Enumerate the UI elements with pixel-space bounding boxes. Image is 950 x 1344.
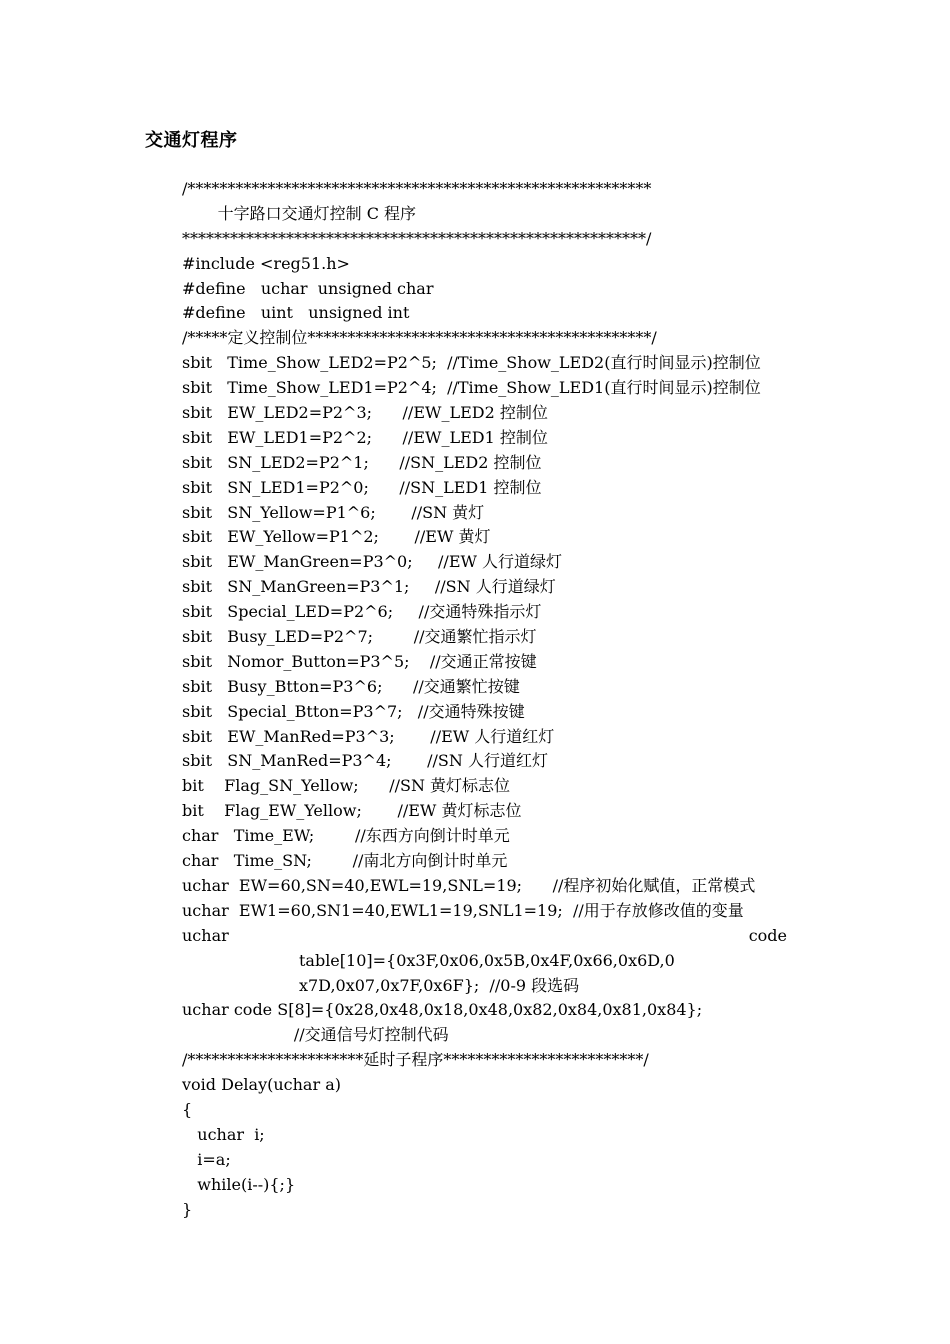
code-line: sbit Special_LED=P2^6; //交通特殊指示灯 [182, 602, 542, 622]
code-line: char Time_SN; //南北方向倒计时单元 [182, 851, 508, 871]
code-line: sbit EW_ManRed=P3^3; //EW 人行道红灯 [182, 726, 555, 746]
code-line: sbit EW_LED1=P2^2; //EW_LED1 控制位 [182, 427, 548, 447]
code-line: /**********************延时子程序*************************/ [182, 1050, 649, 1070]
code-line: #define uint unsigned int [182, 303, 410, 323]
code-line: sbit SN_ManRed=P3^4; //SN 人行道红灯 [182, 751, 548, 771]
code-line: table[10]={0x3F,0x06,0x5B,0x4F,0x66,0x6D,0 [182, 950, 675, 970]
code-line: **********************************************************/ [182, 228, 652, 248]
code-line: i=a; [182, 1149, 231, 1169]
code-line: bit Flag_SN_Yellow; //SN 黄灯标志位 [182, 776, 511, 796]
code-block [182, 177, 812, 1222]
code-line: uchar i; [182, 1124, 265, 1144]
table-code-word: code [748, 925, 787, 945]
code-line: sbit SN_LED1=P2^0; //SN_LED1 控制位 [182, 477, 542, 497]
code-line: sbit Time_Show_LED1=P2^4; //Time_Show_LED1(直行时间显示)控制位 [182, 378, 761, 398]
table-type-word: uchar [182, 925, 229, 945]
code-line: sbit EW_Yellow=P1^2; //EW 黄灯 [182, 527, 491, 547]
code-line: bit Flag_EW_Yellow; //EW 黄灯标志位 [182, 801, 522, 821]
code-line: char Time_EW; //东西方向倒计时单元 [182, 826, 510, 846]
code-line: sbit SN_LED2=P2^1; //SN_LED2 控制位 [182, 452, 542, 472]
code-line: sbit Special_Btton=P3^7; //交通特殊按键 [182, 701, 525, 721]
code-line: sbit EW_ManGreen=P3^0; //EW 人行道绿灯 [182, 552, 563, 572]
code-line: sbit EW_LED2=P2^3; //EW_LED2 控制位 [182, 403, 548, 423]
code-line: while(i--){;} [182, 1174, 296, 1194]
code-line: uchar EW1=60,SN1=40,EWL1=19,SNL1=19; //用于存放修改值的变量 [182, 900, 744, 920]
code-line: uchar EW=60,SN=40,EWL=19,SNL=19; //程序初始化赋值，正常模式 [182, 875, 756, 895]
code-line: 十字路口交通灯控制 C 程序 [182, 203, 417, 223]
code-line: sbit Nomor_Button=P3^5; //交通正常按键 [182, 651, 537, 671]
code-line: { [182, 1099, 193, 1119]
code-line: sbit Busy_LED=P2^7; //交通繁忙指示灯 [182, 627, 537, 647]
code-line: sbit SN_Yellow=P1^6; //SN 黄灯 [182, 502, 485, 522]
code-line: /*****定义控制位*******************************************/ [182, 328, 657, 348]
code-line: x7D,0x07,0x7F,0x6F}; //0-9 段选码 [182, 975, 580, 995]
code-line: sbit SN_ManGreen=P3^1; //SN 人行道绿灯 [182, 577, 556, 597]
code-line: //交通信号灯控制代码 [182, 1025, 449, 1045]
table-decl-line [182, 924, 787, 949]
code-line: #define uchar unsigned char [182, 278, 434, 298]
code-line: sbit Busy_Btton=P3^6; //交通繁忙按键 [182, 676, 520, 696]
page-title: 交通灯程序 [145, 130, 238, 151]
code-line: uchar code S[8]={0x28,0x48,0x18,0x48,0x82,0x84,0x81,0x84}; [182, 1000, 703, 1020]
code-line: /********************************************************** [182, 179, 652, 198]
code-line: sbit Time_Show_LED2=P2^5; //Time_Show_LED2(直行时间显示)控制位 [182, 353, 761, 373]
code-line: void Delay(uchar a) [182, 1075, 341, 1095]
code-line: } [182, 1199, 193, 1219]
code-line: #include <reg51.h> [182, 253, 350, 273]
